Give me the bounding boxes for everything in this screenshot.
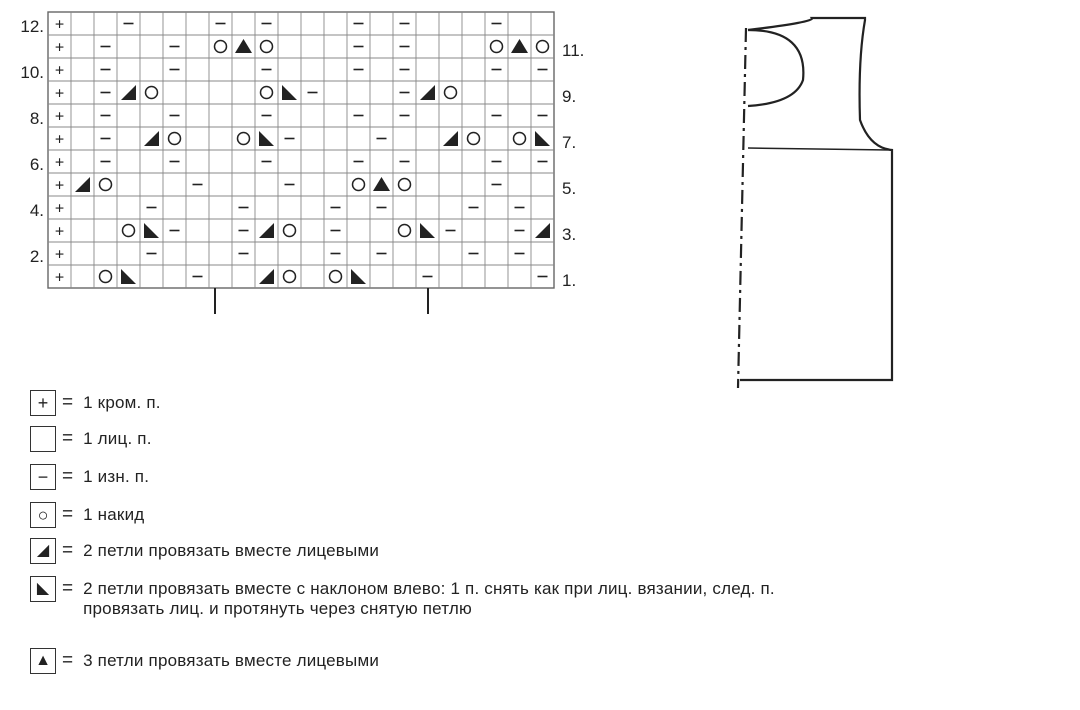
equals-sign: =: [62, 466, 74, 487]
edge-stitch-mark: +: [54, 16, 65, 34]
edge-stitch-mark: +: [54, 223, 65, 241]
edge-stitch-mark: +: [54, 246, 65, 264]
legend-text: 1 накид: [83, 505, 145, 524]
edge-stitch-mark: +: [54, 62, 65, 80]
legend-text: 3 петли провязать вместе лицевыми: [83, 651, 380, 670]
row-label-left: 6.: [29, 155, 44, 174]
legend-description: [83, 538, 379, 561]
edge-stitch-mark: +: [54, 200, 65, 218]
legend-text: 1 изн. п.: [83, 467, 150, 486]
edge-stitch-mark: +: [54, 108, 65, 126]
schematic-center-fold: [738, 28, 746, 388]
row-label-left: 8.: [29, 109, 44, 128]
row-label-right: 11.: [562, 41, 585, 60]
knit-stitch-icon: [30, 426, 56, 452]
edge-stitch-icon: +: [30, 390, 56, 416]
edge-stitch-mark: +: [54, 269, 65, 287]
legend-description: [83, 502, 144, 525]
legend-item-k2tog: [30, 538, 379, 564]
legend-text: 1 лиц. п.: [83, 429, 152, 448]
legend-description: [83, 648, 379, 671]
row-label-right: 5.: [562, 179, 577, 198]
row-label-left: 12.: [20, 17, 44, 36]
equals-sign: =: [62, 504, 74, 525]
k2tog-icon: ◢: [30, 538, 56, 564]
equals-sign: =: [62, 578, 74, 599]
ssk-icon: ◣: [30, 576, 56, 602]
legend-text: 2 петли провязать вместе лицевыми: [83, 541, 380, 560]
legend-text-continued: провязать лиц. и протянуть через снятую петлю: [83, 599, 472, 618]
equals-sign: =: [62, 540, 74, 561]
row-label-right: 3.: [562, 225, 577, 244]
legend-text: 1 кром. п.: [83, 393, 161, 412]
legend-description: [83, 576, 775, 619]
schematic-outline: [740, 18, 892, 380]
row-label-left: 4.: [29, 201, 44, 220]
edge-stitch-mark: +: [54, 131, 65, 149]
legend-item-edge-stitch: [30, 390, 161, 416]
legend-item-k3tog: [30, 648, 379, 674]
edge-stitch-mark: +: [54, 177, 65, 195]
garment-schematic: [720, 0, 920, 400]
schematic-armhole-line: [748, 148, 892, 150]
legend-text: 2 петли провязать вместе с наклоном влево: 1 п. снять как при лиц. вязании, след. п.: [83, 579, 775, 598]
legend-item-ssk: [30, 576, 775, 619]
row-label-right: 1.: [562, 271, 577, 290]
equals-sign: =: [62, 650, 74, 671]
equals-sign: =: [62, 392, 74, 413]
row-label-left: 2.: [29, 247, 44, 266]
legend-item-yarn-over: [30, 502, 144, 528]
edge-stitch-mark: +: [54, 39, 65, 57]
equals-sign: =: [62, 428, 74, 449]
legend-description: [83, 464, 149, 487]
purl-stitch-icon: −: [30, 464, 56, 490]
knitting-chart: [0, 0, 620, 330]
edge-stitch-mark: +: [54, 154, 65, 172]
yarn-over-icon: ○: [30, 502, 56, 528]
legend-item-purl-stitch: [30, 464, 149, 490]
row-label-right: 9.: [562, 87, 577, 106]
legend-description: [83, 390, 161, 413]
k3tog-icon: ▲: [30, 648, 56, 674]
schematic-neck-curve: [748, 30, 803, 106]
edge-stitch-mark: +: [54, 85, 65, 103]
row-label-left: 10.: [20, 63, 44, 82]
legend-item-knit-stitch: [30, 426, 152, 452]
legend-description: [83, 426, 152, 449]
row-label-right: 7.: [562, 133, 577, 152]
